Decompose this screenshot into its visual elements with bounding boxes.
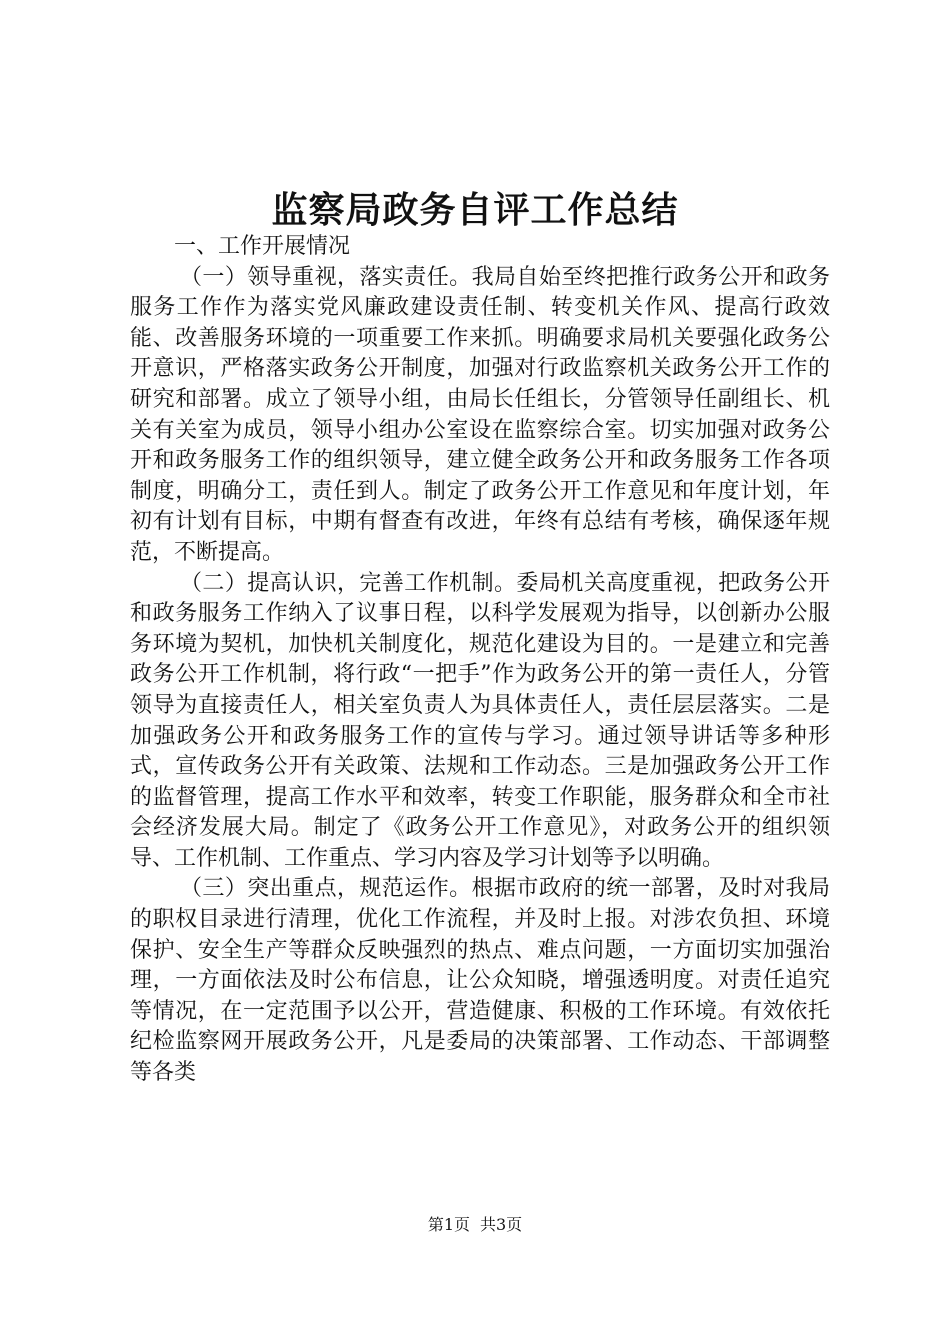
section-heading: 一、工作开展情况 bbox=[174, 234, 351, 259]
paragraph-3: （三）突出重点，规范运作。根据市政府的统一部署，及时对我局的职权目录进行清理，优化工作流程，并及时上报。对涉农负担、环境保护、安全生产等群众反映强烈的热点、难点问题，一方面切实加强治理，一方面依法及时公布信息，让公众知晓，增强透明度。对责任追究等情况，在一定范围予以公开，营造健康、积极的工作环境。有效依托纪检监察网开展政务公开，凡是委局的决策部署、工作动态、干部调整等各类 bbox=[130, 876, 830, 1086]
page-number: 第1页 bbox=[427, 1215, 470, 1234]
paragraph-1: （一）领导重视，落实责任。我局自始至终把推行政务公开和政务服务工作作为落实党风廉政建设责任制、转变机关作风、提高行政效能、改善服务环境的一项重要工作来抓。明确要求局机关要强化政务公开意识，严格落实政务公开制度，加强对行政监察机关政务公开工作的研究和部署。成立了领导小组，由局长任组长，分管领导任副组长、机关有关室为成员，领导小组办公室设在监察综合室。切实加强对政务公开和政务服务工作的组织领导，建立健全政务公开和政务服务工作各项制度，明确分工，责任到人。制定了政务公开工作意见和年度计划，年初有计划有目标，中期有督查有改进，年终有总结有考核，确保逐年规范，不断提高。 bbox=[130, 264, 830, 565]
page-footer bbox=[0, 1213, 950, 1237]
document-title: 监察局政务自评工作总结 bbox=[271, 189, 679, 231]
document-body bbox=[130, 232, 830, 1089]
paragraph-2: （二）提高认识，完善工作机制。委局机关高度重视，把政务公开和政务服务工作纳入了议事日程，以科学发展观为指导，以创新办公服务环境为契机，加快机关制度化，规范化建设为目的。一是建立和完善政务公开工作机制，将行政“一把手”作为政务公开的第一责任人，分管领导为直接责任人，相关室负责人为具体责任人，责任层层落实。二是加强政务公开和政务服务工作的宣传与学习。通过领导讲话等多种形式，宣传政务公开有关政策、法规和工作动态。三是加强政务公开工作的监督管理，提高工作水平和效率，转变工作职能，服务群众和全市社会经济发展大局。制定了《政务公开工作意见》，对政务公开的组织领导、工作机制、工作重点、学习内容及学习计划等予以明确。 bbox=[130, 570, 830, 871]
page-total: 共3页 bbox=[480, 1215, 523, 1234]
